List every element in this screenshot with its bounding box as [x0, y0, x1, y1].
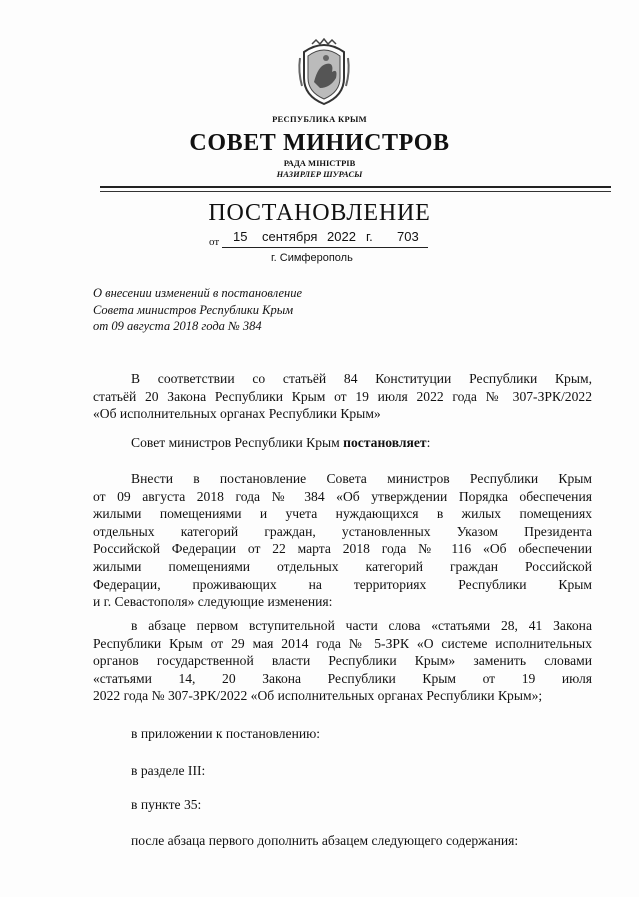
paragraph-line: в абзаце первом вступительной части слова «статьями 28, 41 Закона	[131, 618, 592, 633]
date-underline	[222, 247, 428, 248]
decree-title-line: О внесении изменений в постановление	[93, 286, 303, 300]
date-prefix-label: от	[209, 236, 220, 248]
paragraph-line: Республики Крым от 29 мая 2014 года № 5-ЗРК «О системе исполнительных	[93, 635, 592, 651]
header-divider-thin	[100, 191, 611, 192]
decree-year-suffix: г.	[366, 229, 373, 244]
paragraph-amendment-first	[93, 617, 592, 705]
paragraph-addition: после абзаца первого дополнить абзацем следующего содержания:	[131, 833, 519, 848]
resolves-text: Совет министров Республики Крым	[131, 435, 344, 450]
paragraph-clause: в пункте 35:	[131, 797, 202, 812]
republic-name: РЕСПУБЛИКА КРЫМ	[272, 114, 367, 124]
paragraph-line: Федерации, проживающих на территориях Республики Крым	[93, 576, 592, 592]
paragraph-resolves	[93, 434, 630, 452]
decree-city: г. Симферополь	[271, 252, 353, 264]
decree-year: 2022	[327, 229, 356, 244]
paragraph-line: органов государственной власти Республики Крым» заменить словами	[93, 653, 592, 669]
header-divider-thick	[100, 186, 611, 188]
paragraph-line: Российской Федерации от 22 марта 2018 года № 116 «Об обеспечении	[93, 541, 592, 557]
resolves-colon: :	[426, 435, 431, 450]
decree-title	[93, 285, 302, 335]
council-name-crimean-tatar: НАЗИРЛЕР ШУРАСЫ	[276, 169, 363, 179]
paragraph-line: и г. Севастополя» следующие изменения:	[93, 594, 333, 610]
decree-number: 703	[397, 229, 419, 244]
paragraph-line: жилыми помещениями и учета нуждающихся в жилых помещениях	[93, 506, 592, 522]
decree-month: сентября	[262, 229, 318, 244]
paragraph-line: статьёй 20 Закона Республики Крым от 19 июля 2022 года № 307-ЗРК/2022	[93, 388, 592, 404]
paragraph-line: от 09 августа 2018 года № 384 «Об утверждении Порядка обеспечения	[93, 488, 592, 504]
council-name-ukrainian: РАДА МІНІСТРІВ	[283, 158, 356, 168]
council-name: СОВЕТ МИНИСТРОВ	[189, 130, 450, 156]
decree-title-line: Совета министров Республики Крым	[93, 302, 294, 317]
decree-day: 15	[233, 229, 248, 244]
crimea-coat-of-arms-icon	[296, 38, 352, 106]
paragraph-amendment-intro	[93, 470, 592, 611]
paragraph-line: «Об исполнительных органах Республики Крым»	[93, 406, 381, 422]
paragraph-section: в разделе III:	[131, 763, 206, 778]
paragraph-line: 2022 года № 307-ЗРК/2022 «Об исполнительных органах Республики Крым»;	[93, 688, 543, 704]
paragraph-line: отдельных категорий граждан, установленных Указом Президента	[93, 523, 592, 539]
document-type-heading: ПОСТАНОВЛЕНИЕ	[208, 200, 431, 226]
decree-title-line: от 09 августа 2018 года № 384	[93, 319, 262, 333]
paragraph-legal-basis	[93, 370, 592, 423]
paragraph-line: В соответствии со статьёй 84 Конституции Республики Крым,	[131, 371, 592, 386]
paragraph-line: жилыми помещениями отдельных категорий граждан Российской	[93, 558, 592, 574]
paragraph-appendix: в приложении к постановлению:	[131, 726, 321, 741]
paragraph-line: Внести в постановление Совета министров Республики Крым	[131, 471, 592, 486]
resolves-bold-word: постановляет	[343, 435, 427, 450]
paragraph-line: «статьями 14, 20 Закона Республики Крым от 19 июля	[93, 670, 592, 686]
